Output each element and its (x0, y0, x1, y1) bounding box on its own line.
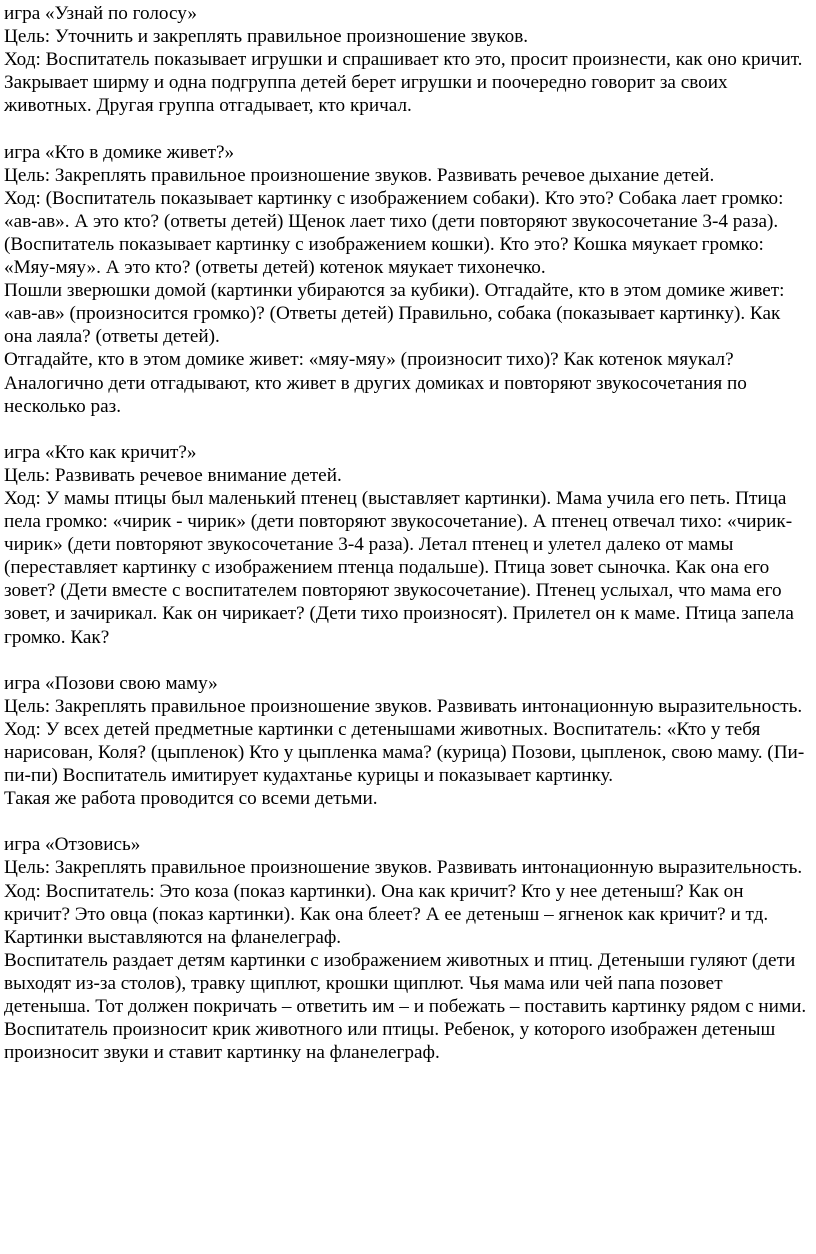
game-title: игра «Кто в домике живет?» (4, 141, 235, 163)
game-title: игра «Отзовись» (4, 834, 141, 856)
game-kto-kak-krichit (4, 441, 812, 649)
game-procedure: Ход: У всех детей предметные картинки с детенышами животных. Воспитатель: «Кто у тебя нарисован, Коля? (цыпленок) Кто у цыпленка мама? (курица) Позови, цыпленок, свою маму. (Пи-пи-пи) Воспитатель имитирует кудахтанье курицы и показывает картинку. (4, 718, 805, 787)
game-goal: Цель: Уточнить и закреплять правильное произношение звуков. (4, 26, 529, 48)
game-goal: Цель: Закреплять правильное произношение звуков. Развивать интонационную выразительность. (4, 695, 803, 717)
section-spacer (4, 418, 812, 441)
game-procedure-continued: Отгадайте, кто в этом домике живет: «мяу-мяу» (произносит тихо)? Как котенок мяукал? Аналогично дети отгадывают, кто живет в других домиках и повторяют звукосочетания по несколько раз. (4, 349, 747, 417)
game-title: игра «Кто как кричит?» (4, 441, 197, 463)
game-procedure: Ход: (Воспитатель показывает картинку с изображением собаки). Кто это? Собака лает громко: «ав-ав». А это кто? (ответы детей) Щенок лает тихо (дети повторяют звукосочетание 3-4 раза). (Воспитатель показывает картинку с изображением кошки). Кто это? Кошка мяукает громко: «Мяу-мяу». А это кто? (ответы детей) котенок мяукает тихонечко. (4, 187, 784, 279)
game-procedure-continued: Пошли зверюшки домой (картинки убираются за кубики). Отгадайте, кто в этом домике живет: «ав-ав» (произносится громко)? (Ответы детей) Правильно, собака (показывает картинку). Как она лаяла? (ответы детей). (4, 280, 785, 348)
game-goal: Цель: Закреплять правильное произношение звуков. Развивать интонационную выразительность. (4, 857, 803, 879)
game-title: игра «Позови свою маму» (4, 672, 218, 694)
section-spacer (4, 649, 812, 672)
game-title: игра «Узнай по голосу» (4, 3, 197, 24)
game-goal: Цель: Закреплять правильное произношение звуков. Развивать речевое дыхание детей. (4, 164, 715, 186)
game-otzovis (4, 833, 812, 1064)
game-procedure-continued: Воспитатель произносит крик животного или птицы. Ребенок, у которого изображен детеныш произносит звуки и ставит картинку на фланелеграф. (4, 1019, 776, 1064)
game-goal: Цель: Развивать речевое внимание детей. (4, 464, 342, 486)
game-kto-v-domike-zhivet (4, 141, 812, 418)
section-spacer (4, 810, 812, 833)
game-procedure-continued: Такая же работа проводится со всеми детьми. (4, 788, 378, 810)
game-procedure: Ход: Воспитатель: Это коза (показ картинки). Она как кричит? Кто у нее детеныш? Как он кричит? Это овца (показ картинки). Как она блеет? А ее детеныш – ягненок как кричит? и тд. Картинки выставляются на фланелеграф. (4, 880, 769, 948)
game-procedure: Ход: Воспитатель показывает игрушки и спрашивает кто это, просит произнести, как оно кричит. Закрывает ширму и одна подгруппа детей берет игрушки и поочередно говорит за своих животных. Другая группа отгадывает, кто кричал. (4, 49, 803, 117)
game-uznai-po-golosu (4, 2, 812, 117)
game-procedure-continued: Воспитатель раздает детям картинки с изображением животных и птиц. Детеныши гуляют (дети выходят из-за столов), травку щиплют, крошки щиплют. Чья мама или чей папа позовет детеныша. Тот должен покричать – ответить им – и побежать – поставить картинку рядом с ними. (4, 949, 807, 1018)
section-spacer (4, 117, 812, 140)
game-procedure: Ход: У мамы птицы был маленький птенец (выставляет картинки). Мама учила его петь. Птица пела громко: «чирик - чирик» (дети повторяют звукосочетание). А птенец отвечал тихо: «чирик-чирик» (дети повторяют звукосочетание 3-4 раза). Летал птенец и улетел далеко от мамы (переставляет картинку с изображением птенца подальше). Птица зовет сыночка. Как она его зовет? (Дети вместе с воспитателем повторяют звукосочетание). Птенец услыхал, что мама его зовет, и зачирикал. Как он чирикает? (Дети тихо произносят). Прилетел он к маме. Птица запела громко. Как? (4, 487, 794, 648)
game-pozovi-svoyu-mamu (4, 672, 812, 811)
